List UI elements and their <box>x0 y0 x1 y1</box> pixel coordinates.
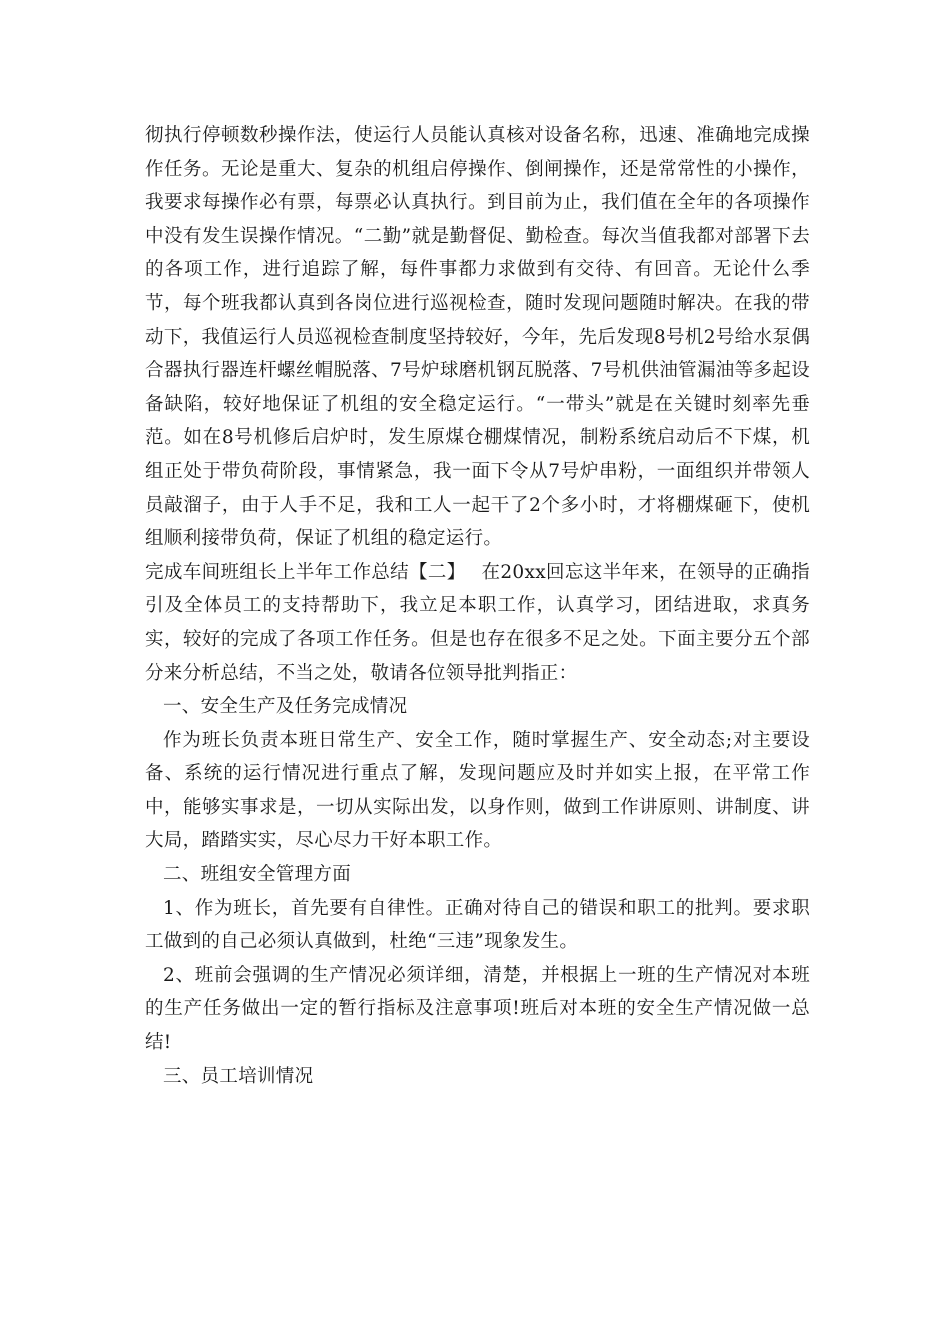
section-heading-staff-training: 三、员工培训情况 <box>163 1065 314 1087</box>
paragraph-safety-production: 作为班长负责本班日常生产、安全工作，随时掌握生产、安全动态;对主要设备、系统的运行情况进行重点了解，发现问题应及时并如实上报，在平常工作中，能够实事求是，一切从实际出发，以身作则，做到工作讲原则、讲制度、讲大局，踏踏实实，尽心尽力干好本职工作。 <box>145 729 810 852</box>
section-heading-safety-production: 一、安全生产及任务完成情况 <box>163 696 408 718</box>
paragraph-self-discipline: 1、作为班长，首先要有自律性。正确对待自己的错误和职工的批判。要求职工做到的自己必须认真做到，杜绝“三违”现象发生。 <box>145 897 810 953</box>
paragraph-operations-practice: 彻执行停顿数秒操作法，使运行人员能认真核对设备名称，迅速、准确地完成操作任务。无论是重大、复杂的机组启停操作、倒闸操作，还是常常性的小操作，我要求每操作必有票，每票必认真执行。到目前为止，我们值在全年的各项操作中没有发生误操作情况。“二勤”就是勤督促、勤检查。每次当值我都对部署下去的各项工作，进行追踪了解，每件事都力求做到有交待、有回音。无论什么季节，每个班我都认真到各岗位进行巡视检查，随时发现问题随时解决。在我的带动下，我值运行人员巡视检查制度坚持较好，今年，先后发现8号机2号给水泵偶合器执行器连杆螺丝帽脱落、7号炉球磨机钢瓦脱落、7号机供油管漏油等多起设备缺陷，较好地保证了机组的安全稳定运行。“一带头”就是在关键时刻率先垂范。如在8号机修后启炉时，发生原煤仓棚煤情况，制粉系统启动后不下煤，机组正处于带负荷阶段，事情紧急，我一面下令从7号炉串粉，一面组织并带领人员敲溜子，由于人手不足，我和工人一起干了2个多小时，才将棚煤砸下，使机组顺利接带负荷，保证了机组的稳定运行。 <box>145 125 810 550</box>
paragraph-shift-meeting: 2、班前会强调的生产情况必须详细，清楚，并根据上一班的生产情况对本班的生产任务做出一定的暂行指标及注意事项!班后对本班的安全生产情况做一总结! <box>145 964 810 1054</box>
section-heading-team-safety-management: 二、班组安全管理方面 <box>163 864 352 886</box>
paragraph-summary-intro: 完成车间班组长上半年工作总结【二】 在20xx回忘这半年来，在领导的正确指引及全体员工的支持帮助下，我立足本职工作，认真学习，团结进取，求真务实，较好的完成了各项工作任务。但是也存在很多不足之处。下面主要分五个部分来分析总结，不当之处，敬请各位领导批判指正： <box>145 561 810 684</box>
document-body <box>145 119 810 1093</box>
